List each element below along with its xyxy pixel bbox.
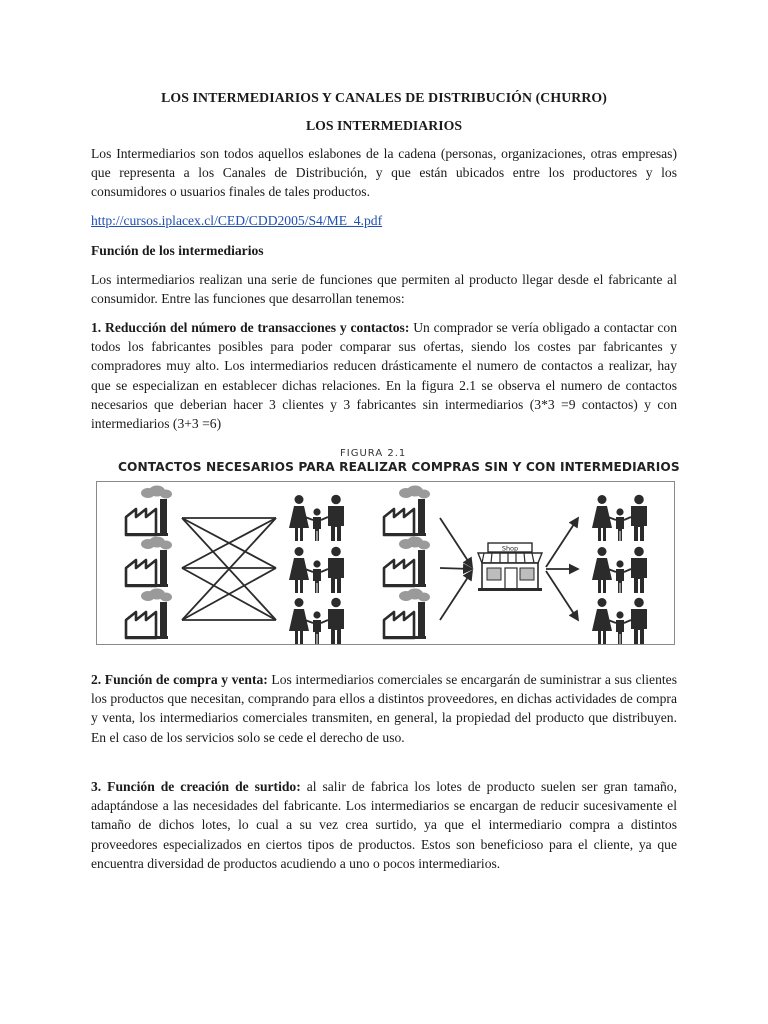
functions-heading: Función de los intermediarios	[91, 243, 264, 258]
reference-link-line	[91, 211, 677, 230]
reference-link[interactable]: http://cursos.iplacex.cl/CED/CDD2005/S4/ME_4.pdf	[91, 213, 383, 228]
function-3-paragraph	[91, 777, 677, 873]
intro-paragraph: Los Intermediarios son todos aquellos eslabones de la cadena (personas, organizaciones, otras empresas) que representa a los Canales de Distribución, y que están ubicados entre los productores y los consumidores o usuarios finales de tales productos.	[91, 146, 677, 200]
function-3-text: al salir de fabrica los lotes de producto suelen ser gran tamaño, adaptándose a las necesidades del fabricante. Los intermediarios se encargan de reducir sucesivamente el tamaño de dichos lotes, lo cual a su vez crea surtido, ya que el intermediario compra a distintos proveedores especializados en ciertos tipos de productos. Estos son beneficioso para el cliente, ya que encuentra diversidad de productos acudiendo a uno o pocos intermediarios.	[91, 779, 678, 871]
section-title: LOS INTERMEDIARIOS	[305, 118, 463, 133]
document-title: LOS INTERMEDIARIOS Y CANALES DE DISTRIBUCIÓN (CHURRO)	[161, 90, 607, 105]
functions-intro-paragraph: Los intermediarios realizan una serie de funciones que permiten al producto llegar desde el fabricante al consumidor. Entre las funciones que desarrollan tenemos:	[91, 272, 677, 307]
function-2-text: Los intermediarios comerciales se encargarán de suministrar a sus clientes los productos que necesitan, comprando para ellos a distintos proveedores, en dichas actividades de compra y venta, los intermediarios comerciales transmiten, en general, la propiedad del producto que distribuyen. En el caso de los servicios solo se cede el derecho de uso.	[91, 672, 677, 745]
contacts-figure	[96, 481, 675, 645]
figure-title: CONTACTOS NECESARIOS PARA REALIZAR COMPRAS SIN Y CON INTERMEDIARIOS	[118, 460, 680, 474]
function-2-paragraph	[91, 670, 677, 747]
figure-caption: FIGURA 2.1	[340, 448, 407, 459]
shop-sign: Shop	[501, 544, 519, 553]
function-1-label: 1. Reducción del número de transacciones y contactos:	[91, 320, 410, 335]
function-2-label: 2. Función de compra y venta:	[91, 672, 268, 687]
function-1-paragraph	[91, 318, 677, 433]
function-1-text: Un comprador se vería obligado a contactar con todos los fabricantes posibles para poder comparar sus ofertas, siendo los costes par fabricantes y compradores muy alto. Los intermediarios reducen drásticamente el numero de contactos a realizar, hay que se especializan en establecer dichas relaciones. En la figura 2.1 se observa el numero de contactos necesarios que deberian hacer 3 clientes y 3 fabricantes sin intermediarios (3*3 =9 contactos) y con intermediarios (3+3 =6)	[91, 320, 677, 432]
function-3-label: 3. Función de creación de surtido:	[91, 779, 301, 794]
shop-icon	[478, 543, 542, 591]
